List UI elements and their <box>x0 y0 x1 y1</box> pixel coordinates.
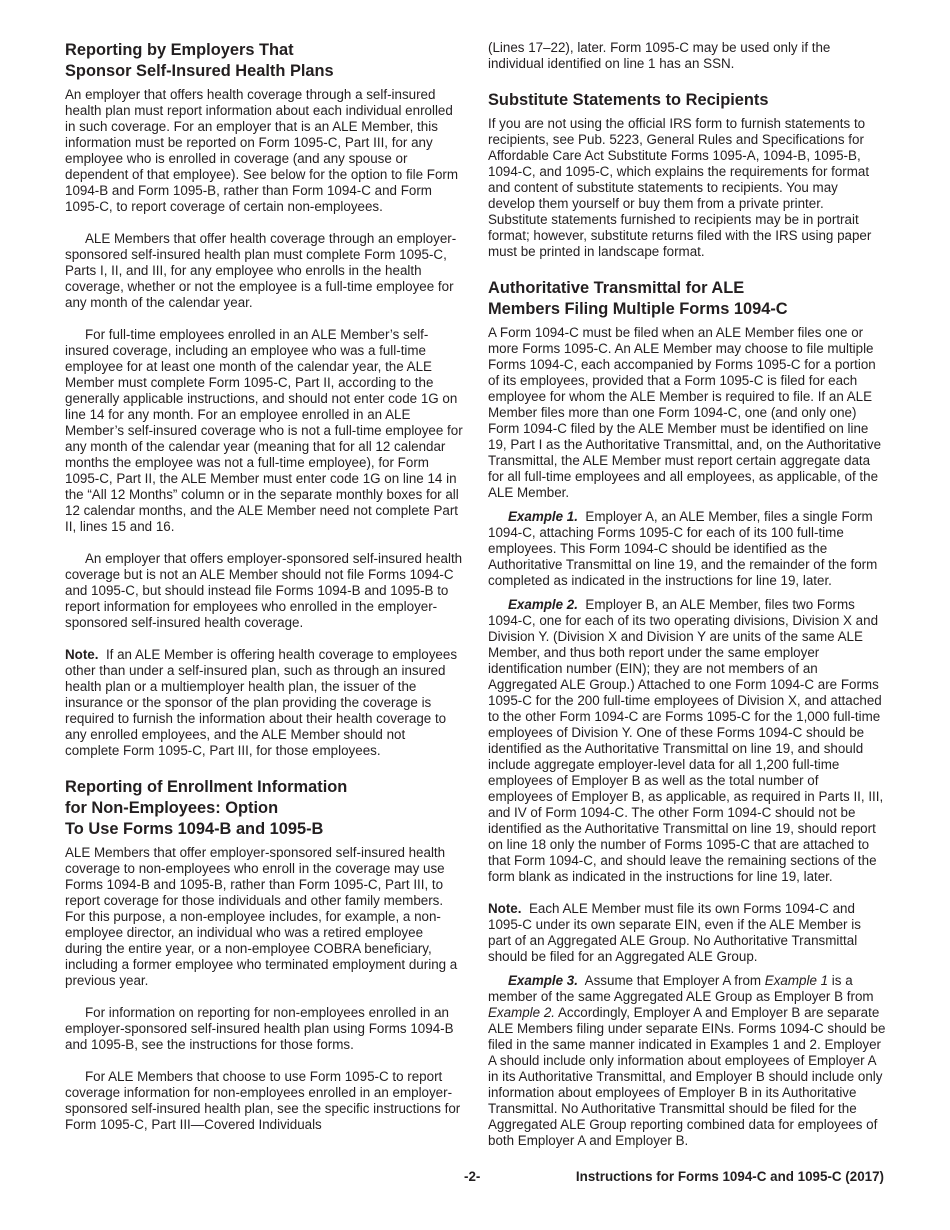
paragraph: If you are not using the official IRS form to furnish statements to recipients, see Pub. 5223, General Rules and Specifications for Affordable Care Act Substitute Forms 1095-A, 1094-B, 1095-B, 1094-C, and 1095-C, which explains the requirements for format and content of substitute statements to recipients. You may develop them yourself or buy them from a private printer. Substitute statements furnished to recipients may be in portrait format; however, substitute returns filed with the IRS using paper must be printed in landscape format. <box>488 116 872 259</box>
paragraph: ALE Members that offer health coverage through an employer-sponsored self-insured health plan must complete Form 1095-C, Parts I, II, and III, for any employee who enrolls in the health coverage, whether or not the employee is a full-time employee for any month of the calendar year. <box>65 231 457 310</box>
example-label: Example 1. <box>508 509 578 524</box>
paragraph: For information on reporting for non-employees enrolled in an employer-sponsored self-insured health plan using Forms 1094-B and 1095-B, see the instructions for those forms. <box>65 1005 454 1052</box>
page-number: -2- <box>464 1169 481 1184</box>
section-heading-non-employees: Reporting of Enrollment Information for Non-Employees: Option To Use Forms 1094-B and 1095-B <box>65 778 348 838</box>
page-footer <box>0 1169 950 1189</box>
section-heading-self-insured: Reporting by Employers That Sponsor Self-Insured Health Plans <box>65 41 334 80</box>
paragraph: For ALE Members that choose to use Form 1095-C to report coverage information for non-employees enrolled in an employer-sponsored self-insured health plan, see the specific instructions for Form 1095-C, Part III—Covered Individuals <box>65 1069 461 1132</box>
example-paragraph: Example 3. Assume that Employer A from Example 1 is a member of the same Aggregated ALE Group as Employer B from Example 2. Accordingly, Employer A and Employer B are separate ALE Members filing under separate EINs. Forms 1094-C should be filed in the same manner indicated in Examples 1 and 2. Employer A should include only information about employees of Employer A in its Authoritative Transmittal, and Employer B should include only information about employees of Employer B in its Authoritative Transmittal. No Authoritative Transmittal should be filed for the Aggregated ALE Group reporting combined data for employees of both Employer A and Employer B. <box>488 973 886 1148</box>
note-paragraph: Note. Each ALE Member must file its own Forms 1094-C and 1095-C under its own separate EIN, even if the ALE Member is part of an Aggregated ALE Group. No Authoritative Transmittal should be filed for an Aggregated ALE Group. <box>488 901 861 964</box>
example-paragraph: Example 2. Employer B, an ALE Member, files two Forms 1094-C, one for each of its two operating divisions, Division X and Division Y. (Division X and Division Y are units of the same ALE Member, and thus both report under the same employer identification number (EIN); they are not members of an Aggregated ALE Group.) Attached to one Form 1094-C are Forms 1095-C for the 200 full-time employees of Division X, and attached to the other Form 1094-C are Forms 1095-C for the 1,000 full-time employees of Division Y. One of these Forms 1094-C should be identified as the Authoritative Transmittal on line 19, and should include aggregate employer-level data for all 1,200 full-time employees of Employer B as well as the total number of employees of Employer B, as applicable, as required in Parts II, III, and IV of Form 1094-C. The other Form 1094-C should not be identified as the Authoritative Transmittal on line 19, should report on line 18 only the number of Forms 1095-C that are attached to that Form 1094-C, and should leave the remaining sections of the form blank as indicated in the instructions for line 19, later. <box>488 597 884 884</box>
right-column <box>488 40 886 1149</box>
document-title: Instructions for Forms 1094-C and 1095-C (2017) <box>575 1169 884 1184</box>
note-paragraph: Note. If an ALE Member is offering health coverage to employees other than under a self-insured plan, such as through an insured health plan or a multiemployer health plan, the issuer of the insurance or the sponsor of the plan providing the coverage is required to furnish the information about their health coverage to any enrolled employees, and the ALE Member should not complete Form 1095-C, Part III, for those employees. <box>65 647 458 758</box>
example-label: Example 3. <box>508 973 578 988</box>
example-label: Example 2. <box>508 597 578 612</box>
note-label: Note. <box>488 901 522 916</box>
paragraph: For full-time employees enrolled in an ALE Member’s self-insured coverage, including an employee who was a full-time employee for at least one month of the calendar year, the ALE Member must complete Form 1095-C, Part II, according to the generally applicable instructions, and should not enter code 1G on line 14 for any month. For an employee enrolled in an ALE Member’s self-insured coverage who is not a full-time employee for any month of the calendar year (meaning that for all 12 calendar months the employee was not a full-time employee), for Form 1095-C, Part II, the ALE Member must enter code 1G on line 14 in the “All 12 Months” column or in the separate monthly boxes for all 12 calendar months, and the ALE Member need not complete Part II, lines 15 and 16. <box>65 327 463 534</box>
example-reference: Example 2. <box>488 1005 555 1020</box>
paragraph: An employer that offers health coverage through a self-insured health plan must report information about each individual enrolled in such coverage. For an employer that is an ALE Member, this information must be reported on Form 1095-C, Part III, for any employee who is enrolled in coverage (and any spouse or dependent of that employee). See below for the option to file Form 1094-B and Form 1095-B, rather than Form 1094-C and Form 1095-C, to report coverage of certain non-employees. <box>65 87 459 214</box>
section-heading-substitute-statements: Substitute Statements to Recipients <box>488 91 769 109</box>
left-column <box>65 40 463 1133</box>
example-reference: Example 1 <box>764 973 829 988</box>
paragraph-continued: (Lines 17–22), later. Form 1095-C may be used only if the individual identified on line 1 has an SSN. <box>488 40 831 71</box>
note-label: Note. <box>65 647 99 662</box>
example-paragraph: Example 1. Employer A, an ALE Member, files a single Form 1094-C, attaching Forms 1095-C for each of its 100 full-time employees. This Form 1094-C should be identified as the Authoritative Transmittal on line 19, and the remainder of the form completed as indicated in the instructions for line 19, later. <box>488 509 878 588</box>
paragraph: An employer that offers employer-sponsored self-insured health coverage but is not an ALE Member should not file Forms 1094-C and 1095-C, but should instead file Forms 1094-B and 1095-B to report information for employees who enrolled in the employer-sponsored self-insured health coverage. <box>65 551 463 630</box>
section-heading-authoritative-transmittal: Authoritative Transmittal for ALE Members Filing Multiple Forms 1094-C <box>488 279 788 318</box>
paragraph: ALE Members that offer employer-sponsored self-insured health coverage to non-employees who enroll in the coverage may use Forms 1094-B and 1095-B, rather than Form 1095-C, Part III, to report coverage for those individuals and other family members. For this purpose, a non-employee includes, for example, a non-employee director, an individual who was a retired employee during the entire year, or a non-employee COBRA beneficiary, including a former employee who terminated employment during a previous year. <box>65 845 458 988</box>
paragraph: A Form 1094-C must be filed when an ALE Member files one or more Forms 1095-C. An ALE Member may choose to file multiple Forms 1094-C, each accompanied by Forms 1095-C for a portion of its employees, provided that a Form 1095-C is filed for each employee for whom the ALE Member is required to file. If an ALE Member files more than one Form 1094-C, one (and only one) Form 1094-C filed by the ALE Member must be identified on line 19, Part I as the Authoritative Transmittal, and, on the Authoritative Transmittal, the ALE Member must report certain aggregate data for all full-time employees and all employees, as applicable, of the ALE Member. <box>488 325 882 500</box>
